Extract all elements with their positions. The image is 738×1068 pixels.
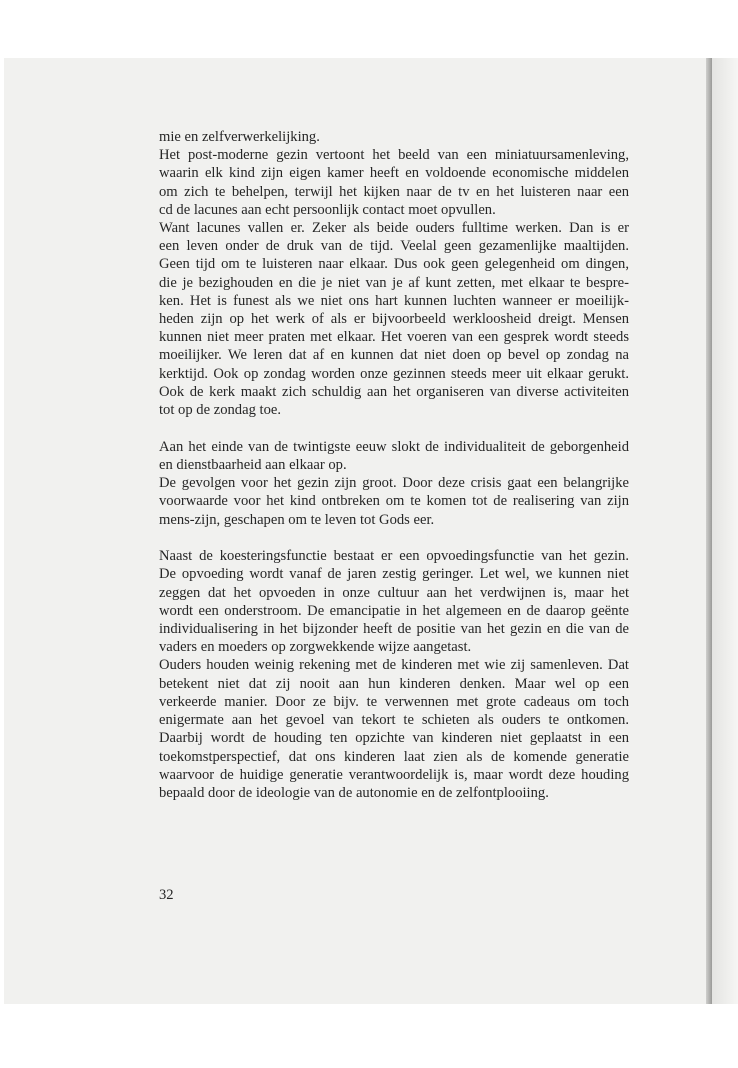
text-line: waarvoor de huidige generatie verantwoordelijk is, maar wordt deze houding — [159, 766, 629, 783]
text-line: bepaald door de ideologie van de autonomie en de zelfontplooiing. — [159, 784, 549, 801]
text-line: mie en zelfverwerkelijking. — [159, 129, 320, 145]
paragraph-upbringing — [159, 547, 629, 656]
text-line: cd de lacunes aan echt persoonlijk contact moet opvullen. — [159, 201, 496, 218]
page-number: 32 — [159, 887, 174, 903]
text-line: heden zijn op het werk of als er bijvoorbeeld werkloosheid dreigt. Mensen — [159, 311, 629, 328]
paragraph-individuality — [159, 438, 629, 474]
text-line: ken. Het is funest als we niet ons hart kunnen luchten wanneer er moeilijk- — [159, 292, 629, 309]
text-line: kunnen niet meer praten met elkaar. Het voeren van een gesprek wordt steeds — [159, 329, 629, 346]
text-line: kerktijd. Ook op zondag worden onze gezinnen steeds meer uit elkaar gerukt. — [159, 365, 629, 382]
paragraph-consequences — [159, 474, 629, 529]
text-line: Ook de kerk maakt zich schuldig aan het organiseren van diverse activiteiten — [159, 383, 629, 400]
text-line: individualisering in het bijzonder heeft de positie van het gezin en die van de — [159, 621, 629, 638]
paragraph-continuation — [159, 128, 629, 146]
paragraph-postmodern-family — [159, 146, 629, 219]
paragraph-spacer — [159, 419, 629, 438]
text-line: vaders en moeders op zorgwekkende wijze aangetast. — [159, 639, 472, 656]
paragraph-spacer — [159, 529, 629, 548]
text-line: zeggen dat het opvoeden in onze cultuur aan het verdwijnen is, maar het — [159, 584, 629, 601]
text-line: De opvoeding wordt vanaf de jaren zestig geringer. Let wel, we kunnen niet — [159, 566, 629, 583]
paragraph-lacunes — [159, 219, 629, 419]
text-line: en dienstbaarheid aan elkaar op. — [159, 456, 347, 473]
text-line: voorwaarde voor het kind ontbreken om te komen tot de realisering van zijn — [159, 493, 629, 510]
text-line: Aan het einde van de twintigste eeuw slokt de individualiteit de geborgenheid — [159, 438, 629, 455]
text-line: enigermate aan het gevoel van tekort te schieten als ouders te ontkomen. — [159, 712, 629, 729]
text-line: verkeerde manier. Door ze bijv. te verwennen met grote cadeaus om toch — [159, 693, 629, 710]
page-edge — [712, 58, 738, 1004]
text-line: Naast de koesteringsfunctie bestaat er een opvoedingsfunctie van het gezin. — [159, 548, 629, 565]
text-line: Want lacunes vallen er. Zeker als beide ouders fulltime werken. Dan is er — [159, 220, 629, 237]
text-line: een leven onder de druk van de tijd. Veelal geen gezamenlijke maaltijden. — [159, 238, 629, 255]
text-line: toekomstperspectief, dat ons kinderen laat zien als de komende generatie — [159, 748, 629, 765]
text-line: Geen tijd om te luisteren naar elkaar. Dus ook geen gelegenheid om dingen, — [159, 256, 629, 273]
text-line: mens-zijn, geschapen om te leven tot Gods eer. — [159, 511, 435, 528]
text-line: betekent niet dat zij nooit aan hun kinderen denken. Maar wel op een — [159, 675, 629, 692]
text-line: die je bezighouden en die je niet van je af kunt zetten, met elkaar te bespre- — [159, 274, 629, 291]
paragraph-parents — [159, 656, 629, 802]
text-line: waarin elk kind zijn eigen kamer heeft en voldoende economische middelen — [159, 165, 629, 182]
text-line: wordt een onderstroom. De emancipatie in het algemeen en de daarop geënte — [159, 602, 629, 619]
text-line: De gevolgen voor het gezin zijn groot. Door deze crisis gaat een belangrijke — [159, 475, 629, 492]
body-text — [159, 128, 629, 802]
text-line: Het post-moderne gezin vertoont het beeld van een miniatuursamenleving, — [159, 147, 629, 164]
text-line: moeilijker. We leren dat af en kunnen dat niet doen op bevel op zondag na — [159, 347, 629, 364]
text-line: Daarbij wordt de houding ten opzichte van kinderen niet geplaatst in een — [159, 730, 629, 747]
text-line: tot op de zondag toe. — [159, 402, 281, 419]
text-line: om zich te behelpen, terwijl het kijken naar de tv en het luisteren naar een — [159, 183, 629, 200]
text-line: Ouders houden weinig rekening met de kinderen met wie zij samenleven. Dat — [159, 657, 629, 674]
